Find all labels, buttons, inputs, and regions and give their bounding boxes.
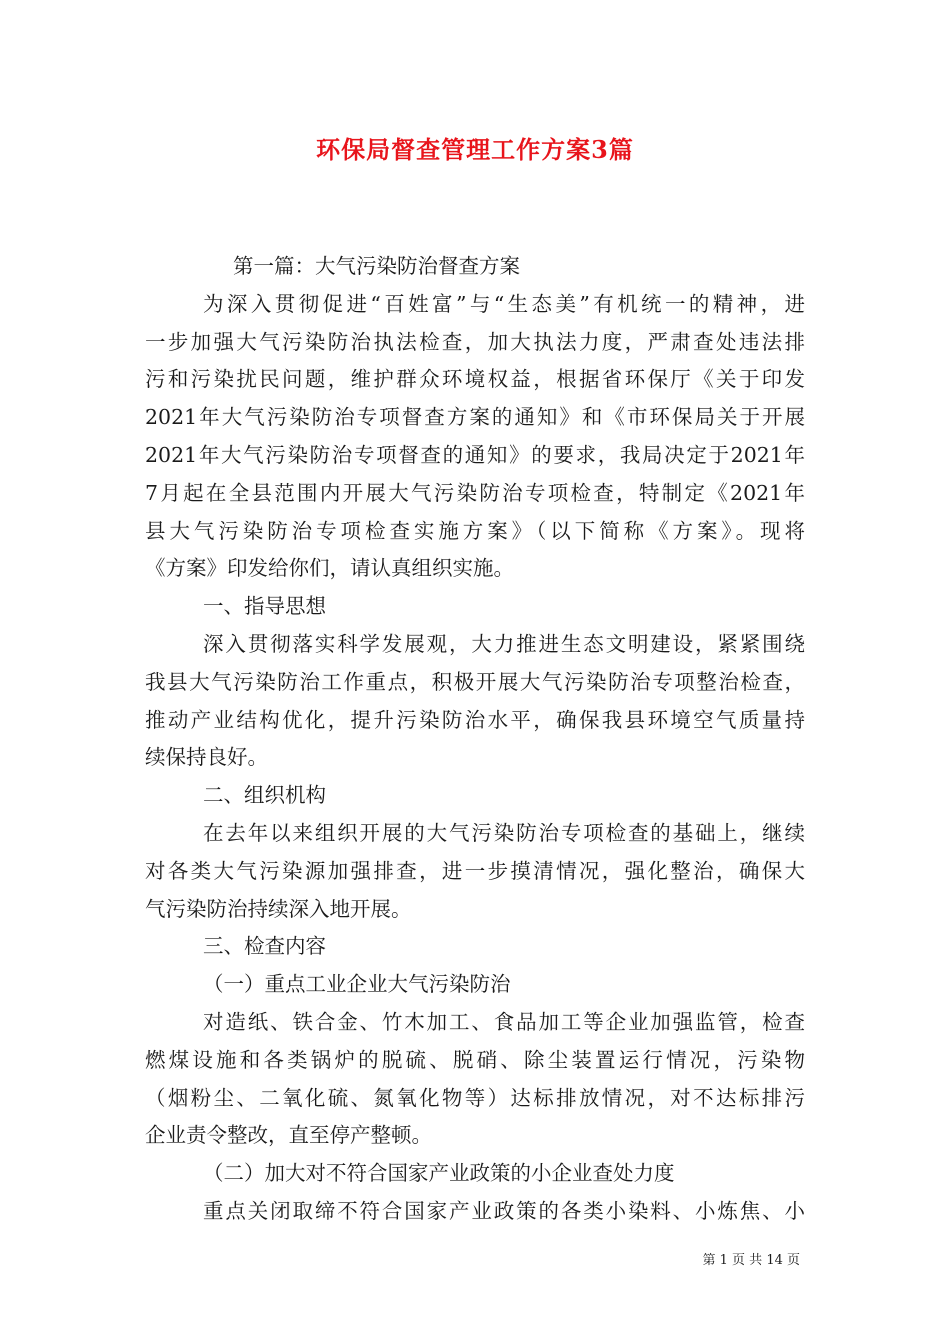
paragraph-line: 重点关闭取缔不符合国家产业政策的各类小染料、小炼焦、小: [203, 1198, 805, 1223]
paragraph-line: 气污染防治持续深入地开展。: [145, 896, 412, 921]
paragraph-line: 二、组织机构: [203, 783, 326, 808]
paragraph-line: 在去年以来组织开展的大气污染防治专项检查的基础上，继续: [203, 820, 805, 845]
paragraph-line: 《方案》印发给你们，请认真组织实施。: [145, 556, 514, 581]
paragraph-line: 县大气污染防治专项检查实施方案》（以下简称《方案》。现将: [145, 518, 805, 543]
paragraph-line: 一、指导思想: [203, 594, 326, 619]
paragraph-line: 续保持良好。: [145, 745, 268, 770]
paragraph-line: 为深入贯彻促进“百姓富”与“生态美”有机统一的精神，进: [203, 291, 805, 316]
paragraph-line: （烟粉尘、二氧化硫、氮氧化物等）达标排放情况，对不达标排污: [145, 1085, 805, 1110]
paragraph-line: 第一篇：大气污染防治督查方案: [233, 254, 520, 278]
paragraph-line: （一）重点工业企业大气污染防治: [203, 972, 511, 997]
paragraph-line: 三、检查内容: [203, 934, 326, 959]
paragraph-line: 污和污染扰民问题，维护群众环境权益，根据省环保厅《关于印发: [145, 367, 805, 392]
paragraph-line: 燃煤设施和各类锅炉的脱硫、脱硝、除尘装置运行情况，污染物: [145, 1047, 805, 1072]
document-title: 环保局督查管理工作方案3篇: [316, 135, 634, 164]
document-body: [145, 248, 805, 1231]
paragraph-line: 推动产业结构优化，提升污染防治水平，确保我县环境空气质量持: [145, 707, 805, 732]
paragraph-line: （二）加大对不符合国家产业政策的小企业查处力度: [203, 1161, 675, 1186]
paragraph-line: 企业责令整改，直至停产整顿。: [145, 1123, 432, 1148]
page-number-footer: 第 1 页 共 14 页: [702, 1253, 800, 1268]
paragraph-line: 深入贯彻落实科学发展观，大力推进生态文明建设，紧紧围绕: [203, 631, 805, 656]
paragraph-line: 一步加强大气污染防治执法检查，加大执法力度，严肃查处违法排: [145, 329, 805, 354]
paragraph-line: 对造纸、铁合金、竹木加工、食品加工等企业加强监管，检查: [203, 1009, 805, 1034]
paragraph-line: 7月起在全县范围内开展大气污染防治专项检查，特制定《2021年: [145, 480, 805, 505]
paragraph-line: 2021年大气污染防治专项督查的通知》的要求，我局决定于2021年: [145, 442, 805, 467]
paragraph-line: 2021年大气污染防治专项督查方案的通知》和《市环保局关于开展: [145, 405, 805, 430]
paragraph-line: 对各类大气污染源加强排查，进一步摸清情况，强化整治，确保大: [145, 858, 805, 883]
paragraph-line: 我县大气污染防治工作重点，积极开展大气污染防治专项整治检查，: [145, 669, 805, 694]
